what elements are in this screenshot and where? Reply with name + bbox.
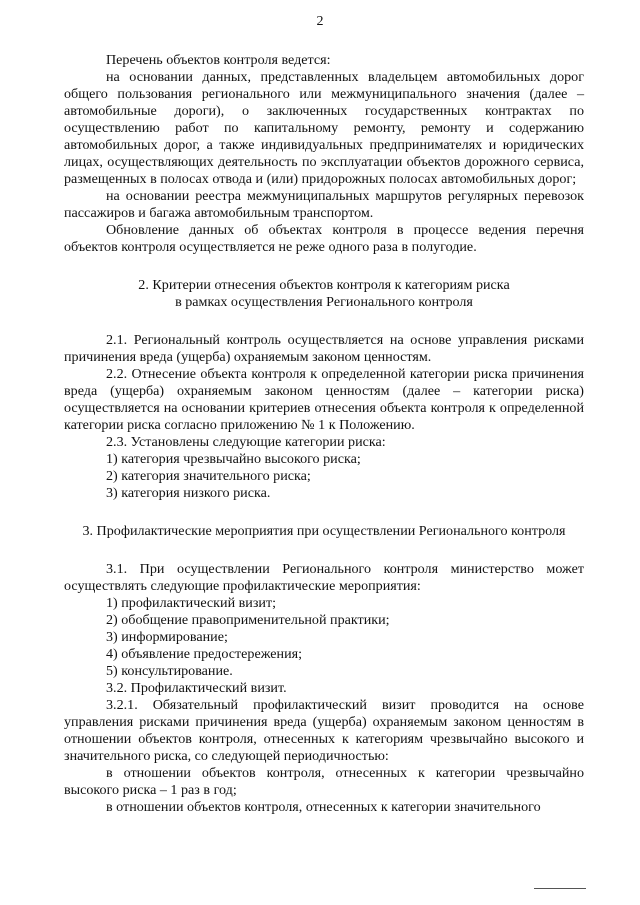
prevention-measure-item: 1) профилактический визит; [106,595,277,611]
prevention-measure-item: 4) объявление предостережения; [106,646,303,662]
paragraph-2-2: 2.2. Отнесение объекта контроля к определенной категории риска причинения вреда (ущерба) охраняемым законом ценностям (далее – категории риска) осуществляется на основании критериев отнесения объекта контроля к определенной категории риска согласно приложению № 1 к Положению. [64,366,584,433]
paragraph-2-1: 2.1. Региональный контроль осуществляется на основе управления рисками причинения вреда (ущерба) охраняемым законом ценностям. [64,332,584,365]
paragraph-3-2: 3.2. Профилактический визит. [106,680,287,696]
objects-list-basis-routes: на основании реестра межмуниципальных маршрутов регулярных перевозок пассажиров и багажа автомобильным транспортом. [64,188,584,221]
prevention-measure-item: 3) информирование; [106,629,228,645]
risk-category-item: 1) категория чрезвычайно высокого риска; [106,451,361,467]
paragraph-3-1: 3.1. При осуществлении Регионального контроля министерство может осуществлять следующие профилактические мероприятия: [64,561,584,594]
section-2-heading-line1: 2. Критерии отнесения объектов контроля к категориям риска [138,277,510,293]
section-2-heading-line2: в рамках осуществления Регионального контроля [175,294,473,310]
visit-frequency-high-risk: в отношении объектов контроля, отнесенных к категории чрезвычайно высокого риска – 1 раз в год; [64,765,584,798]
footer-rule [534,888,586,889]
section-3-heading: 3. Профилактические мероприятия при осуществлении Регионального контроля [82,523,566,539]
visit-frequency-significant-risk: в отношении объектов контроля, отнесенных к категории значительного [106,799,541,815]
prevention-measure-item: 2) обобщение правоприменительной практики; [106,612,390,628]
paragraph-3-2-1: 3.2.1. Обязательный профилактический визит проводится на основе управления рисками причинения вреда (ущерба) охраняемым законом ценностям в отношении объектов контроля, отнесенных к категориям чрезвычайно высокого и значительного риска, со следующей периодичностью: [64,697,584,764]
objects-list-update: Обновление данных об объектах контроля в процессе ведения перечня объектов контроля осуществляется не реже одного раза в полугодие. [64,222,584,255]
risk-category-item: 2) категория значительного риска; [106,468,311,484]
objects-list-intro: Перечень объектов контроля ведется: [106,52,331,68]
page-number: 2 [316,14,324,29]
risk-category-item: 3) категория низкого риска. [106,485,271,501]
paragraph-2-3: 2.3. Установлены следующие категории риска: [106,434,386,450]
document-body [64,52,584,816]
objects-list-basis-roads: на основании данных, представленных владельцем автомобильных дорог общего пользования регионального или межмуниципального значения (далее – автомобильные дороги), о заключенных государственных контрактах по осуществлению работ по капитальному ремонту, ремонту и содержанию автомобильных дорог, а также индивидуальных предпринимателях и юридических лицах, осуществляющих деятельность по эксплуатации объектов дорожного сервиса, размещенных в полосах отвода и (или) придорожных полосах автомобильных дорог; [64,69,584,187]
prevention-measure-item: 5) консультирование. [106,663,233,679]
